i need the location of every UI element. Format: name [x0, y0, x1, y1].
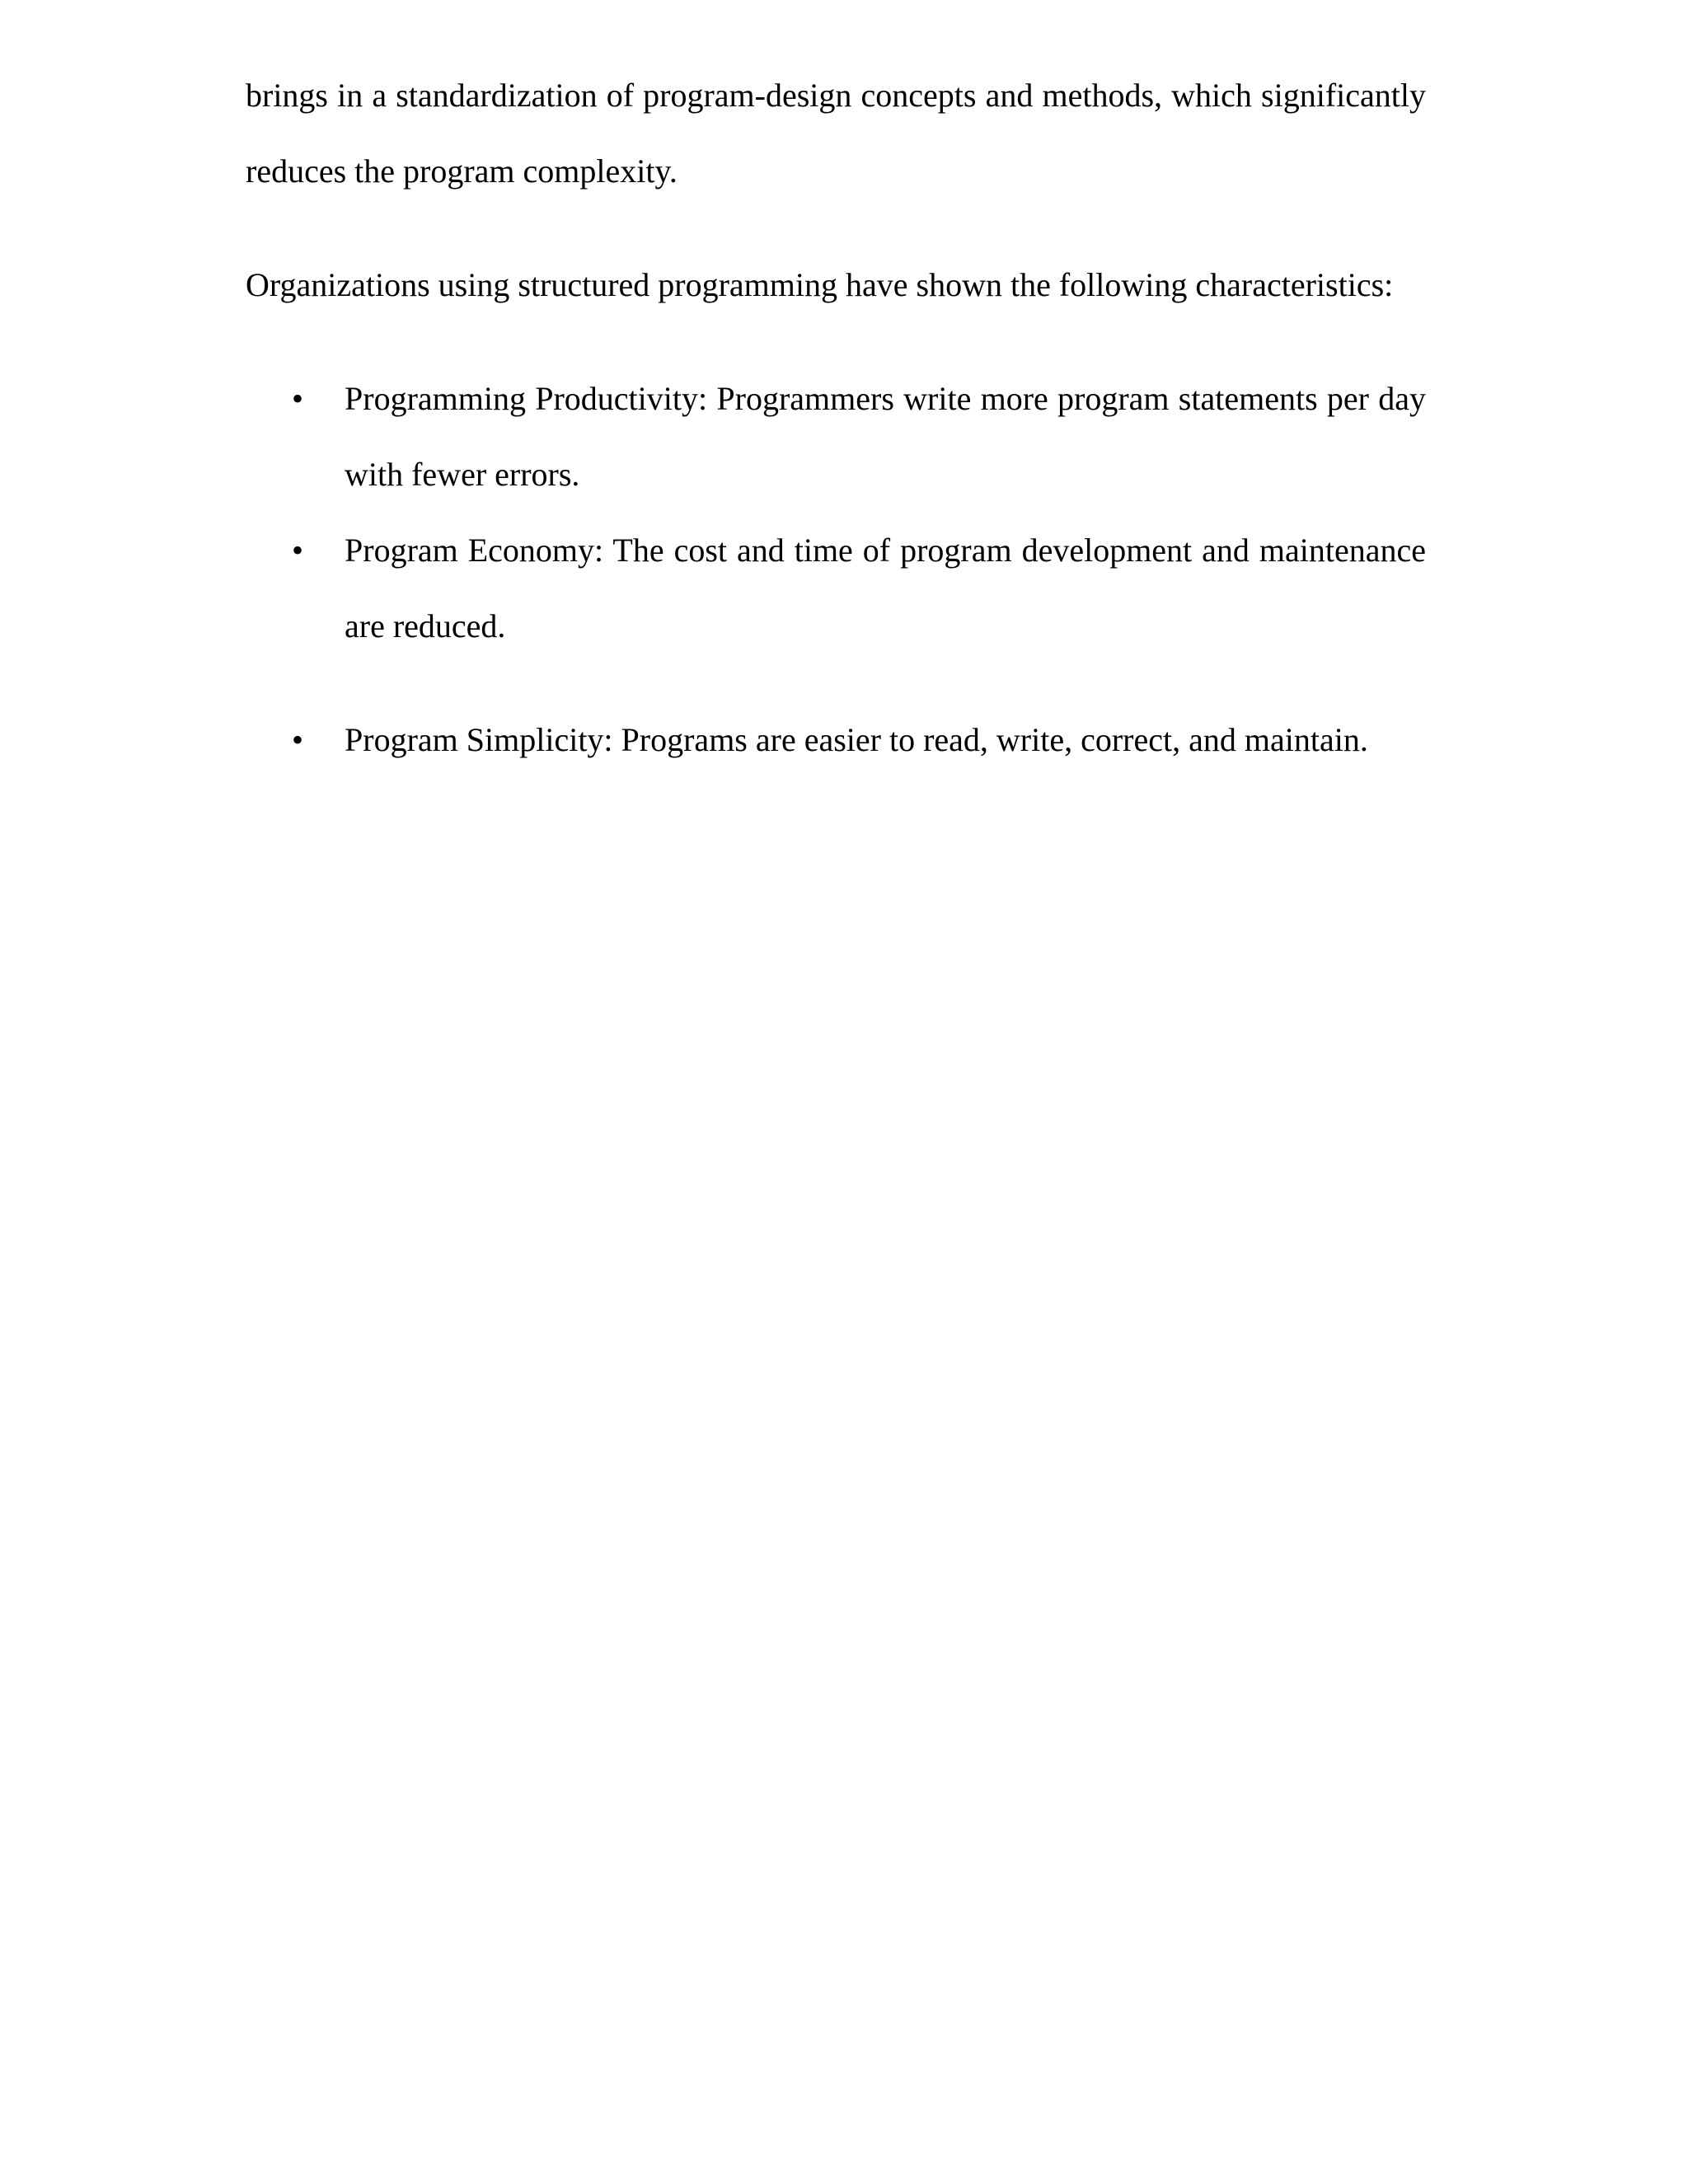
bullet-text: Program Economy: The cost and time of program development and maintenance are reduced. — [345, 532, 1426, 644]
intro-paragraph: Organizations using structured programming have shown the following characteristics: — [246, 266, 1394, 303]
bullet-icon: • — [292, 721, 304, 758]
bullet-text: Program Simplicity: Programs are easier to read, write, correct, and maintain. — [345, 721, 1368, 758]
bullet-icon: • — [292, 532, 304, 569]
bullet-text: Programming Productivity: Programmers write more program statements per day with fewer errors. — [345, 380, 1426, 493]
body-paragraph: brings in a standardization of program-design concepts and methods, which significantly reduces the program complexity. — [246, 77, 1426, 190]
bullet-icon: • — [292, 380, 304, 417]
